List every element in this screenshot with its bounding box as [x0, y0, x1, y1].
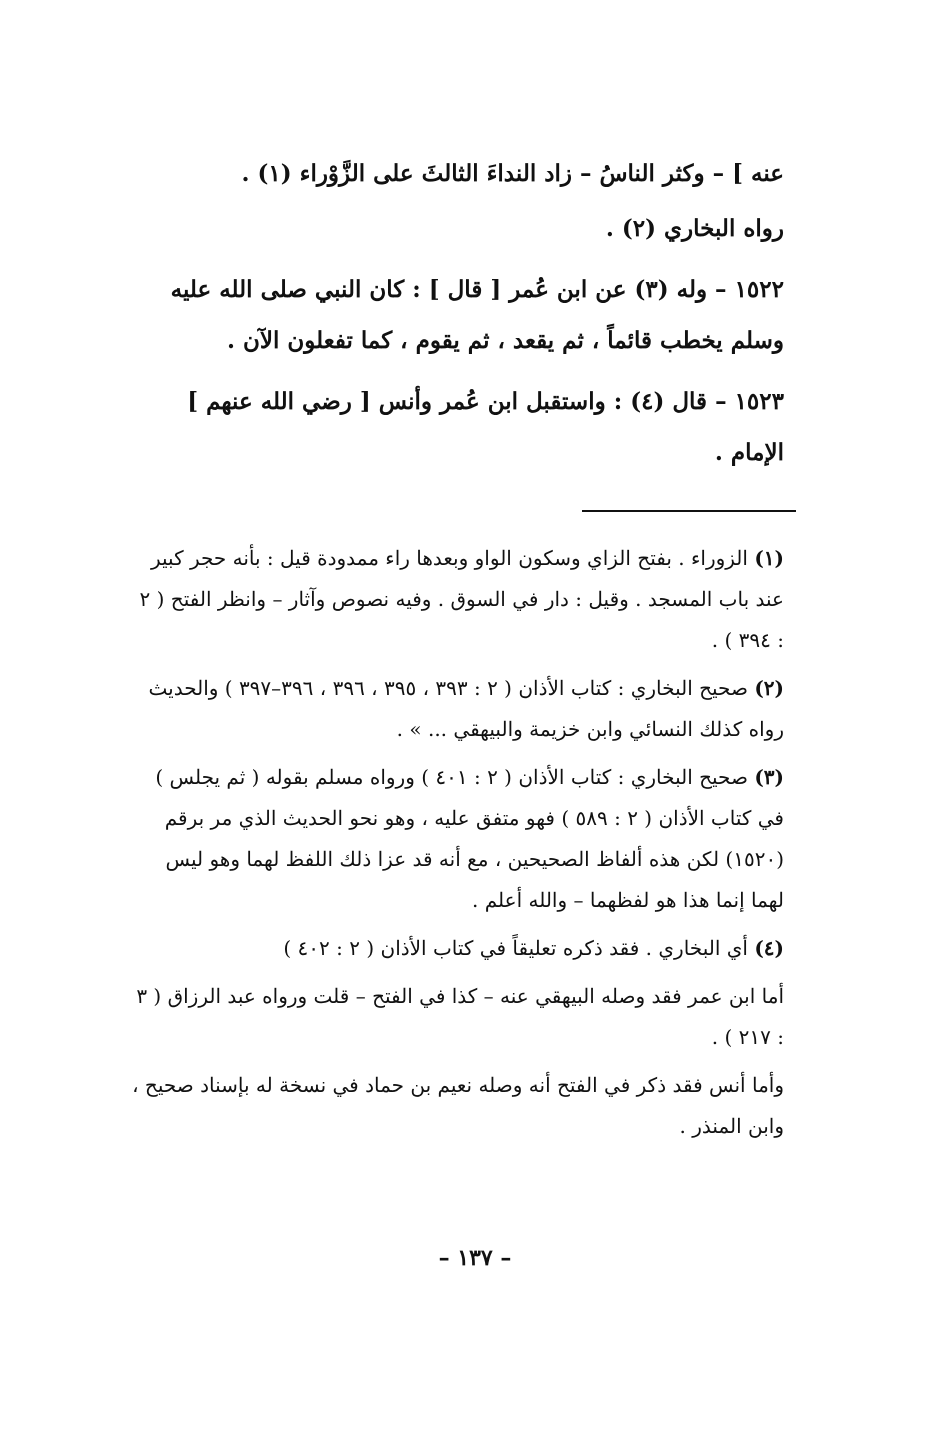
footnote-4-continued-ibn-umar: أما ابن عمر فقد وصله البيهقي عنه – كذا في الفتح – قلت ورواه عبد الرزاق ( ٣ : ٢١٧ ) .	[136, 984, 784, 1049]
footnote-1-number: (١)	[754, 546, 784, 570]
footnote-4-continued-anas: وأما أنس فقد ذكر في الفتح أنه وصله نعيم بن حماد في نسخة له بإسناد صحيح ، وابن المنذر .	[132, 1073, 784, 1138]
footnote-4	[132, 928, 784, 969]
footnote-4-text: أي البخاري . فقد ذكره تعليقاً في كتاب الأذان ( ٢ : ٤٠٢ )	[283, 936, 748, 960]
hadith-1522: ١٥٢٢ – وله (٣) عن ابن عُمر [ قال ] : كان النبي صلى الله عليه وسلم يخطب قائماً ، ثم يقعد ، ثم يقوم ، كما تفعلون الآن .	[170, 276, 784, 354]
footnote-2-number: (٢)	[754, 676, 784, 700]
footnote-3	[132, 757, 784, 921]
footnotes	[132, 538, 784, 1154]
footnote-1	[132, 538, 784, 661]
footnote-1-text: الزوراء . بفتح الزاي وسكون الواو وبعدها راء ممدودة قيل : بأنه حجر كبير عند باب المسجد . وقيل : دار في السوق . وفيه نصوص وآثار – وانظر الفتح ( ٢ : ٣٩٤ ) .	[139, 546, 784, 652]
footnote-2-text: صحيح البخاري : كتاب الأذان ( ٢ : ٣٩٣ ، ٣٩٥ ، ٣٩٦ ، ٣٩٦–٣٩٧ ) والحديث رواه كذلك النسائي وابن خزيمة والبيهقي ... » .	[148, 676, 784, 741]
main-paragraph-1: عنه ] – وكثر الناسُ – زاد النداءَ الثالثَ على الزَّوْراء (١) .	[241, 160, 784, 187]
hadith-1523: ١٥٢٣ – قال (٤) : واستقبل ابن عُمر وأنس [ رضي الله عنهم ] الإمام .	[187, 388, 784, 466]
footnote-2	[132, 668, 784, 750]
main-paragraph-2: رواه البخاري (٢) .	[605, 215, 784, 242]
footnote-4-number: (٤)	[754, 936, 784, 960]
main-text	[132, 148, 784, 488]
footnote-3-text: صحيح البخاري : كتاب الأذان ( ٢ : ٤٠١ ) ورواه مسلم بقوله ( ثم يجلس ) في كتاب الأذان ( ٢ : ٥٨٩ ) فهو متفق عليه ، وهو نحو الحديث الذي مر برقم (١٥٢٠) لكن هذه ألفاظ الصحيحين ، مع أنه قد عزا ذلك اللفظ لهما وهو ليس لهما إنما هذا هو لفظهما – والله أعلم .	[155, 765, 784, 912]
footnote-divider	[582, 510, 796, 512]
page-number: – ١٣٧ –	[438, 1245, 512, 1271]
footnote-3-number: (٣)	[754, 765, 784, 789]
